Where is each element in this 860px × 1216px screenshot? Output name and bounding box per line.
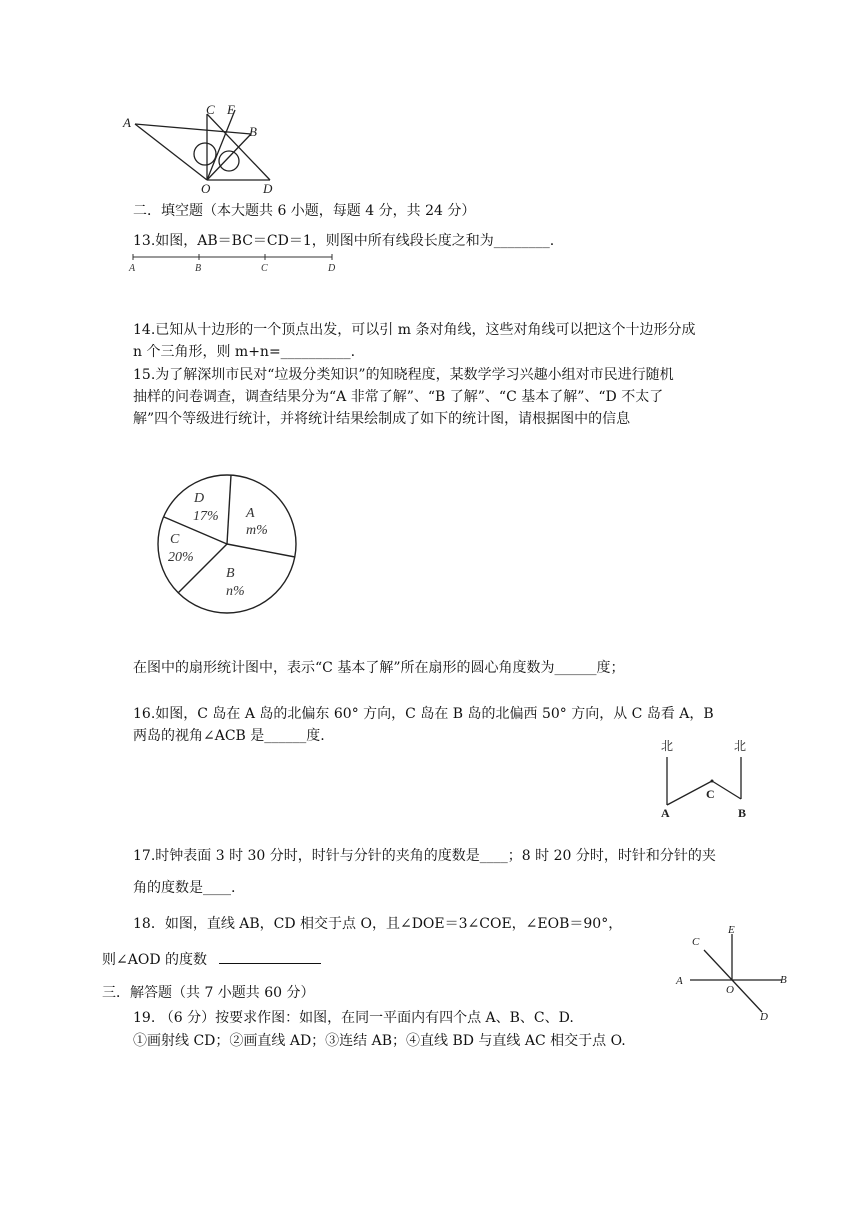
pie-label-d: D — [194, 491, 205, 506]
q18-line2: 则∠AOD 的度数 — [102, 952, 207, 968]
q12-label-d: D — [263, 181, 273, 196]
q12-label-b: B — [249, 124, 257, 139]
q16-label-a: A — [661, 806, 670, 820]
pie-label-c: C — [170, 532, 180, 547]
q13-label-d: D — [328, 263, 336, 274]
q17-line2: 角的度数是____. — [133, 880, 236, 896]
section2-heading: 二．填空题（本大题共 6 小题，每题 4 分，共 24 分） — [133, 203, 476, 219]
q13-label-c: C — [261, 263, 268, 274]
pie-value-c: 20% — [168, 550, 194, 565]
section3-heading: 三．解答题（共 7 小题共 60 分） — [102, 985, 315, 1001]
q18-label-e: E — [728, 924, 735, 936]
q16-north-b: 北 — [734, 739, 747, 753]
q13-segment-figure — [128, 252, 348, 276]
q18-label-a: A — [676, 975, 683, 987]
pie-label-a: A — [246, 506, 255, 521]
q15-line3: 解”四个等级进行统计，并将统计结果绘制成了如下的统计图，请根据图中的信息 — [133, 411, 631, 427]
q16-north-a: 北 — [661, 739, 674, 753]
q13-label-b: B — [195, 263, 202, 274]
pie-divider-ab — [227, 544, 295, 557]
q18-line2-wrap — [102, 949, 321, 969]
q19-line1: 19. （6 分）按要求作图：如图，在同一平面内有四个点 A、B、C、D. — [133, 1010, 574, 1026]
q16-figure — [655, 735, 765, 825]
q12-label-e: E — [227, 102, 235, 117]
q12-label-a: A — [123, 115, 131, 130]
q16-label-c: C — [706, 787, 715, 801]
q18-label-o: O — [726, 984, 734, 996]
q14-line2: n 个三角形，则 m+n=__________. — [133, 344, 356, 360]
q12-figure — [115, 100, 285, 195]
q13-text: 13.如图，AB＝BC＝CD＝1，则图中所有线段长度之和为________. — [133, 233, 555, 249]
q19-line2: ①画射线 CD；②画直线 AD；③连结 AB；④直线 BD 与直线 AC 相交于点 O. — [133, 1033, 626, 1049]
q18-label-d: D — [760, 1011, 768, 1023]
q16-line2-wrap — [133, 727, 325, 745]
q18-answer-blank — [219, 949, 321, 964]
pie-value-d: 17% — [193, 509, 219, 524]
q16-label-b: B — [738, 806, 747, 820]
q15-question: 在图中的扇形统计图中，表示“C 基本了解”所在扇形的圆心角度数为______度； — [133, 660, 625, 676]
pie-value-a: m% — [246, 523, 268, 538]
q15-line2: 抽样的问卷调查，调查结果分为“A 非常了解”、“B 了解”、“C 基本了解”、“D 不太了 — [133, 389, 664, 405]
q14-line1: 14.已知从十边形的一个顶点出发，可以引 m 条对角线，这些对角线可以把这个十边形分成 — [133, 322, 696, 338]
pie-label-b: B — [226, 566, 235, 581]
q18-figure — [670, 920, 800, 1025]
q16-line2-end: 度. — [306, 728, 325, 744]
q18-line1: 18．如图，直线 AB，CD 相交于点 O，且∠DOE＝3∠COE，∠EOB＝90°， — [133, 916, 623, 932]
q12-label-c: C — [206, 102, 215, 117]
q17-line1: 17.时钟表面 3 时 30 分时，时针与分针的夹角的度数是____；8 时 20 分时，时针和分针的夹 — [133, 848, 716, 864]
pie-chart — [148, 465, 308, 625]
q16-line1: 16.如图，C 岛在 A 岛的北偏东 60° 方向，C 岛在 B 岛的北偏西 50° 方向，从 C 岛看 A，B — [133, 706, 714, 722]
pie-value-b: n% — [226, 584, 245, 599]
q18-label-c: C — [692, 936, 700, 948]
q16-blank: ______ — [264, 728, 307, 744]
q12-label-o: O — [201, 181, 211, 196]
pie-divider-ad — [227, 475, 231, 544]
q18-label-b: B — [780, 974, 787, 986]
q13-label-a: A — [129, 263, 136, 274]
q16-line2: 两岛的视角∠ACB 是 — [133, 728, 265, 744]
q15-line1: 15.为了解深圳市民对“垃圾分类知识”的知晓程度，某数学学习兴趣小组对市民进行随机 — [133, 367, 674, 383]
